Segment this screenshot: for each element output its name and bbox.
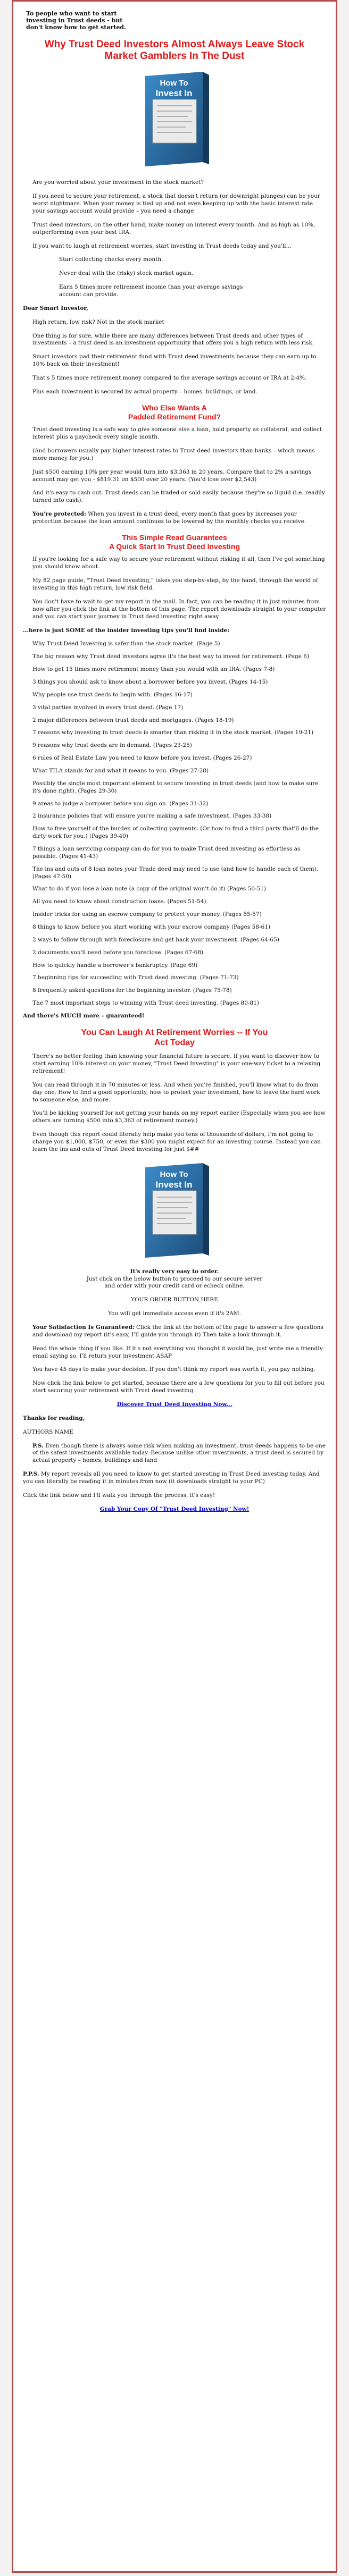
section-para: You don't have to wait to get my report in the mail. In fact, you can be reading it in just minutes from now after you click the link at the bottom of this page. The report downloads straight to your computer and you can start your journey in Trust deed investing right away. [32,598,326,620]
pps-para: P.P.S. My report reveals all you need to know to get started investing in Trust Deed investing today. And you can literally be reading it in minutes from now (it downloads straight to your PC) [23,1471,320,1485]
order-para: You have 45 days to make your decision. If you don't think my report was worth it, you pay nothing. [32,1366,315,1373]
intro-para: If you want to laugh at retirement worries, start investing in Trust deeds today and you'll... [32,242,292,249]
tip-item: The ins and outs of 8 loan notes your Trade deed may need to use (and how to handle each of them). (Pages 47-50) [32,865,319,880]
tip-item: What to do if you lose a loan note (a copy of the original won't do it) (Pages 50-51) [32,886,267,893]
banner-line: don't know how to get started. [26,24,126,31]
banner-line: To people who want to start [26,10,117,17]
tip-item: 9 reasons why trust deeds are in demand. (Pages 23-25) [32,742,192,749]
book-cover-image [135,69,214,170]
author-name: AUTHORS NAME [23,1428,73,1435]
tip-item: 2 ways to follow through with foreclosure and get back your investment. (Pages 64-65) [32,936,279,943]
tip-item: Why people use trust deeds to begin with. (Pages 16-17) [32,691,193,698]
section-para: You can read through it in 70 minutes or less. And when you're finished, you'll know what to do from day one. How to find a good opportunity, how to protect your investment, how to leave the hard work to someone else, and more. [32,1081,320,1103]
guarantee-label: Your Satisfaction Is Guaranteed: [32,1324,135,1331]
tip-item: 6 rules of Real Estate Law you need to know before you invest. (Pages 26-27) [32,755,252,762]
section-para: If you're looking for a safe way to secure your retirement without risking it all, then I've got something you should know about. [32,556,325,570]
benefit-item: Start collecting checks every month. [59,256,163,263]
intro-para: If you need to secure your retirement, a stock that doesn't return (or downright plunges) can be your worst nightmare. When your money is tied up and not even keeping up with the basic interest rate your savings account would provide – you need a change [32,193,320,214]
book-title-line: How To [160,79,188,88]
letter-para: That's 5 times more retirement money compared to the average savings account or IRA at 2-4%. [32,374,307,381]
discover-link[interactable]: Discover Trust Deed Investing Now... [117,1401,232,1408]
section-heading: This Simple Read Guarantees A Quick Start In Trust Deed Investing [109,533,240,551]
benefit-item: Earn 5 times more retirement income than your average savings account can provide. [59,284,243,298]
tip-item: 2 insurance policies that will ensure you're making a safe investment. (Pages 33-38) [32,813,272,820]
pps-label: P.P.S. [23,1471,39,1478]
order-easy: It's really very easy to order. [130,1268,219,1275]
letter-para: Smart investors pad their retirement fund with Trust deed investments because they can earn up to 10% back on their investment! [32,353,317,368]
tip-item: How to quickly handle a borrower's bankruptcy. (Page 69) [32,962,198,969]
page-container [12,0,337,2573]
order-button[interactable]: YOUR ORDER BUTTON HERE [131,1297,218,1303]
tip-item: All you need to know about construction loans. (Pages 51-54) [32,898,206,905]
section-para: Trust deed investing is a safe way to give someone else a loan, hold property as collateral, and collect interest plus a paycheck every single month. [32,426,322,441]
intro-para: Are you worried about your investment in the stock market? [32,179,204,186]
section-para: (And borrowers usually pay higher interest rates to Trust deed investors than banks – which means more money for you.) [32,448,315,461]
tip-item: 9 areas to judge a borrower before you sign on. (Pages 31-32) [32,800,209,807]
letter-para: Plus each investment is secured by actual property – homes, buildings, or land. [32,388,257,395]
section-para: You'll be kicking yourself for not getting your hands on my report earlier (Especially when you see how others are turning $500 into $3,363 of retirement money.) [32,1110,326,1124]
order-immediate: You will get immediate access even if it's 2AM. [108,1310,241,1317]
tip-item: Why Trust Deed Investing is safer than the stock market. (Page 5) [32,641,220,647]
tip-item: How to get 15 times more retirement money than you would with an IRA. (Pages 7-8) [32,666,275,673]
book-title-line: Invest In [155,1179,193,1190]
tip-item: 3 things you should ask to know about a borrower before you invest. (Pages 14-15) [32,678,268,685]
section-para: And it's easy to cash out. Trust deeds can be traded or sold easily because they're so liquid (i.e. readily turned into cash). [32,490,325,504]
tips-intro: ...here is just SOME of the insider investing tips you'll find inside: [23,627,230,634]
tips-list [23,641,326,1007]
book-title-line: How To [160,1169,188,1179]
guarantee-para: Your Satisfaction Is Guaranteed: Click the link at the bottom of the page to answer a few questions and download my report (it's easy, I'll guide you through it) Then take a look through it. [32,1324,323,1338]
section-para: Even though this report could literally help make you tens of thousands of dollars, I'm not going to charge you $1,000, $750, or even the $300 you might expect for an investing course. Instead you can learn the ins and outs of Trust Deed investing for just $## [32,1131,321,1152]
tip-item: 2 documents you'll need before you foreclose. (Pages 67-68) [32,949,204,956]
tip-item: The big reason why Trust deed investors agree it's the best way to invest for retirement. (Page 6) [32,653,310,660]
order-para: Read the whole thing if you like. If it's not everything you thought it would be, just write me a friendly email saying so. I'll return your investment ASAP [32,1345,323,1359]
tip-item: 8 frequently asked questions for the beginning investor. (Pages 75-78) [32,987,232,994]
intro-banner [26,10,326,31]
banner-line: investing in Trust deeds - but [26,17,123,24]
benefits-list [59,256,246,298]
section-heading: Who Else Wants A Padded Retirement Fund? [128,403,221,421]
tip-item: 2 major differences between trust deeds and mortgages. (Pages 18-19) [32,717,234,723]
tip-item: Insider tricks for using an escrow company to protect your money. (Pages 55-57) [32,911,262,918]
order-para: Now click the link below to get started, because there are a few questions for you to fill out before you start securing your retirement with Trust deed investing. [32,1380,325,1394]
order-line: and order with your credit card or echeck online. [104,1283,245,1290]
grab-copy-link[interactable]: Grab Your Copy Of "Trust Deed Investing" Now! [99,1505,250,1512]
benefit-item: Never deal with the (risky) stock market again. [59,270,194,277]
click-below-text: Click the link below and I'll walk you through the process, it's easy! [23,1492,215,1499]
tip-item: The 7 most important steps to winning with Trust deed investing. (Pages 80-81) [32,1000,259,1007]
order-line: Just click on the below button to proceed to our secure server [86,1275,263,1282]
intro-para: Trust deed investors, on the other hand, make money on interest every month. And as high as 10%, outperforming even your best IRA. [32,221,315,235]
tip-item: 7 beginning tips for succeeding with Trust deed investing. (Pages 71-73) [32,974,239,981]
ps-label: P.S. [32,1442,44,1449]
section-heading: You Can Laugh At Retirement Worries -- If You Act Today [81,1028,268,1048]
thanks-text: Thanks for reading, [23,1415,85,1421]
book-cover-image [135,1160,214,1261]
tip-item: 8 things to know before you start working with your escrow company (Pages 58-61) [32,923,270,930]
tip-item: How to free yourself of the burden of collecting payments. (Or how to find a third party that'll do the dirty work for you.) (Pages 39-40) [32,826,319,840]
section-para: My 82 page guide, "Trust Deed Investing," takes you step-by-step, by the hand, through the world of investing in this high return, low risk field. [32,577,318,592]
protected-label: You're protected: [32,511,86,518]
order-block [23,1268,326,1318]
page-headline: Why Trust Deed Investors Almost Always Leave Stock Market Gamblers In The Dust [44,38,305,62]
letter-para: High return, low risk? Not in the stock market [32,318,164,325]
salutation: Dear Smart Investor, [23,305,88,312]
letter-para: One thing is for sure, while there are many differences between Trust deeds and other types of investments – a trust deed is an investment opportunity that offers you a high return with less risk. [32,332,314,347]
section-para: There's no better feeling than knowing your financial future is secure. If you want to discover how to start earning 10% interest on your money, "Trust Deed Investing" is your one-way ticket to a relaxing retirement! [32,1053,321,1074]
more-text: And there's MUCH more – guaranteed! [23,1013,145,1019]
ps-para: P.S. Even though there is always some risk when making an investment, trust deeds happens to be one of the safest investments available today. Because unlike other investments, a trust deed is secured by actual property – homes, buildings and land [32,1442,326,1464]
protected-para: You're protected: When you invest in a trust deed, every month that goes by increases your protection because the loan amount continues to be lowered by the monthly checks you receive. [32,511,306,525]
tip-item: 7 things a loan servicing company can do for you to make Trust deed investing as effortless as possible. (Pages 41-43) [32,845,301,860]
tip-item: What TILA stands for and what it means to you. (Pages 27-28) [32,767,209,774]
book-title-line: Invest In [155,88,193,99]
tip-item: 7 reasons why investing in trust deeds is smarter than risking it in the stock market. (Pages 19-21) [32,729,314,736]
section-para: Just $500 earning 10% per year would turn into $3,363 in 20 years. Compare that to 2% a savings account may get you - $819.31 on $500 over 20 years. (You'd lose over $2,543) [32,468,312,483]
tip-item: 3 vital parties involved in every trust deed. (Page 17) [32,704,184,711]
tip-item: Possibly the single most important element to secure investing in trust deeds (and how to make sure it's done right). (Pages 29-30) [32,780,319,794]
